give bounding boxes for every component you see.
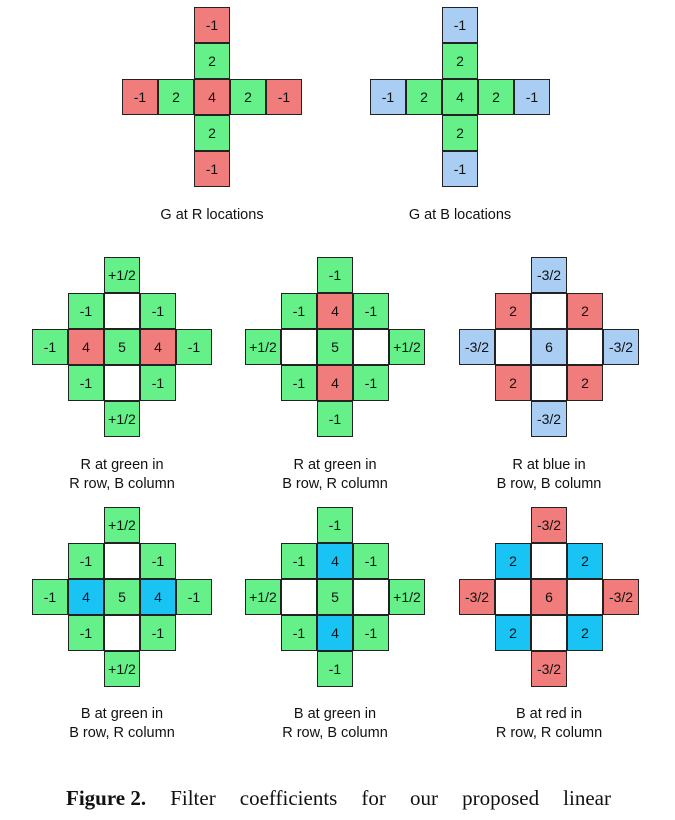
kernel-cell: 4 [68, 579, 104, 615]
kernel-cell: -1 [353, 293, 389, 329]
caption-word: proposed [462, 786, 540, 810]
kernel-cell: -1 [317, 651, 353, 687]
kernel-cell: 2 [567, 293, 603, 329]
kernel-caption [102, 206, 322, 225]
kernel-cell: -3/2 [603, 329, 639, 365]
kernel-cell: +1/2 [389, 579, 425, 615]
kernel-cell: 4 [317, 293, 353, 329]
kernel-cell-empty [104, 615, 140, 651]
kernel-cell: 4 [317, 615, 353, 651]
kernel-cell: +1/2 [389, 329, 425, 365]
kernel-cell: -1 [140, 365, 176, 401]
kernel-caption-line: B at green in [293, 706, 377, 722]
kernel-cell: 2 [406, 79, 442, 115]
kernel-cell-empty [531, 543, 567, 579]
kernel-caption-line: R at green in [80, 457, 164, 473]
kernel-cell: -1 [68, 365, 104, 401]
kernel-cell: 4 [68, 329, 104, 365]
kernel-cell: -3/2 [459, 579, 495, 615]
kernel-cell: +1/2 [104, 401, 140, 437]
kernel-caption-line: B at red in [515, 706, 583, 722]
caption-word: linear [563, 786, 611, 810]
kernel-cell: -1 [317, 401, 353, 437]
kernel-caption-line: G at B locations [408, 207, 512, 223]
kernel-cell: 2 [567, 365, 603, 401]
kernel-cell: -1 [68, 543, 104, 579]
kernel-cell: 5 [317, 579, 353, 615]
kernel-cell: -1 [281, 293, 317, 329]
kernel-cell-empty [104, 543, 140, 579]
kernel-cell: 2 [194, 43, 230, 79]
kernel-cell: -1 [122, 79, 158, 115]
figure-caption [66, 786, 611, 811]
kernel-cell: -1 [281, 365, 317, 401]
kernel-cell: -1 [68, 615, 104, 651]
kernel-cell: -3/2 [459, 329, 495, 365]
kernel-cell: -1 [32, 329, 68, 365]
kernel-cell: +1/2 [104, 257, 140, 293]
kernel-cell-empty [104, 293, 140, 329]
kernel-caption-line: R row, B column [69, 476, 175, 492]
kernel-cell: 2 [495, 293, 531, 329]
kernel-cell: -3/2 [603, 579, 639, 615]
kernel-caption-line: B at green in [80, 706, 164, 722]
kernel-cell: -1 [442, 151, 478, 187]
kernel-caption [12, 705, 232, 743]
kernel-cell: 4 [194, 79, 230, 115]
kernel-cell: 6 [531, 579, 567, 615]
kernel-caption [439, 456, 659, 494]
kernel-cell: -1 [370, 79, 406, 115]
kernel-cell: 2 [495, 543, 531, 579]
kernel-cell: -1 [281, 615, 317, 651]
kernel-caption-line: R at blue in [512, 457, 586, 473]
kernel-cell: 4 [442, 79, 478, 115]
kernel-cell: -1 [442, 7, 478, 43]
kernel-cell: -1 [194, 7, 230, 43]
kernel-caption [225, 705, 445, 743]
kernel-cell: +1/2 [104, 507, 140, 543]
caption-word: for [361, 786, 386, 810]
kernel-cell-empty [353, 579, 389, 615]
kernel-caption-line: R row, R column [495, 725, 603, 741]
kernel-cell: -3/2 [531, 507, 567, 543]
kernel-cell: -1 [32, 579, 68, 615]
kernel-cell-empty [353, 329, 389, 365]
kernel-cell: 2 [495, 615, 531, 651]
kernel-cell: 6 [531, 329, 567, 365]
kernel-cell: 4 [317, 365, 353, 401]
caption-word: coefficients [239, 786, 338, 810]
kernel-cell: -1 [140, 615, 176, 651]
kernel-cell: -1 [194, 151, 230, 187]
kernel-cell: +1/2 [104, 651, 140, 687]
kernel-cell: -1 [317, 257, 353, 293]
kernel-cell-empty [281, 329, 317, 365]
kernel-cell: -3/2 [531, 257, 567, 293]
kernel-cell: -1 [353, 615, 389, 651]
kernel-cell: -1 [176, 579, 212, 615]
kernel-cell: 2 [230, 79, 266, 115]
kernel-caption [439, 705, 659, 743]
kernel-cell: 2 [495, 365, 531, 401]
kernel-cell: 5 [104, 329, 140, 365]
caption-word: our [410, 786, 438, 810]
kernel-caption [225, 456, 445, 494]
kernel-caption [350, 206, 570, 225]
kernel-cell: -1 [140, 543, 176, 579]
kernel-caption-line: B row, R column [282, 476, 388, 492]
kernel-cell: 2 [442, 43, 478, 79]
kernel-caption-line: R row, B column [282, 725, 388, 741]
kernel-cell: -1 [68, 293, 104, 329]
kernel-caption-line: B row, B column [496, 476, 602, 492]
kernel-cell-empty [531, 365, 567, 401]
kernel-cell: -3/2 [531, 401, 567, 437]
kernel-cell: 2 [567, 543, 603, 579]
kernel-caption [12, 456, 232, 494]
kernel-cell-empty [495, 329, 531, 365]
kernel-cell: +1/2 [245, 329, 281, 365]
kernel-cell: -1 [140, 293, 176, 329]
caption-word: Filter [170, 786, 216, 810]
kernel-cell: 2 [442, 115, 478, 151]
kernel-cell-empty [531, 293, 567, 329]
kernel-cell: -1 [281, 543, 317, 579]
kernel-cell: -1 [266, 79, 302, 115]
kernel-caption-line: B row, R column [69, 725, 175, 741]
kernel-cell-empty [531, 615, 567, 651]
kernel-cell-empty [104, 365, 140, 401]
kernel-cell: -1 [317, 507, 353, 543]
kernel-cell-empty [495, 579, 531, 615]
kernel-caption-line: G at R locations [160, 207, 264, 223]
kernel-cell: -1 [176, 329, 212, 365]
kernel-cell-empty [281, 579, 317, 615]
kernel-cell-empty [567, 329, 603, 365]
kernel-cell: 2 [194, 115, 230, 151]
kernel-cell: 2 [158, 79, 194, 115]
kernel-cell: 4 [140, 329, 176, 365]
kernel-cell: 5 [317, 329, 353, 365]
figure-label: Figure 2. [66, 786, 147, 810]
kernel-cell: 2 [478, 79, 514, 115]
kernel-cell: -3/2 [531, 651, 567, 687]
kernel-cell: -1 [353, 543, 389, 579]
kernel-cell: 5 [104, 579, 140, 615]
kernel-cell: 4 [317, 543, 353, 579]
kernel-cell: 2 [567, 615, 603, 651]
kernel-cell-empty [567, 579, 603, 615]
kernel-cell: -1 [514, 79, 550, 115]
kernel-cell: -1 [353, 365, 389, 401]
kernel-cell: +1/2 [245, 579, 281, 615]
kernel-cell: 4 [140, 579, 176, 615]
kernel-caption-line: R at green in [293, 457, 377, 473]
